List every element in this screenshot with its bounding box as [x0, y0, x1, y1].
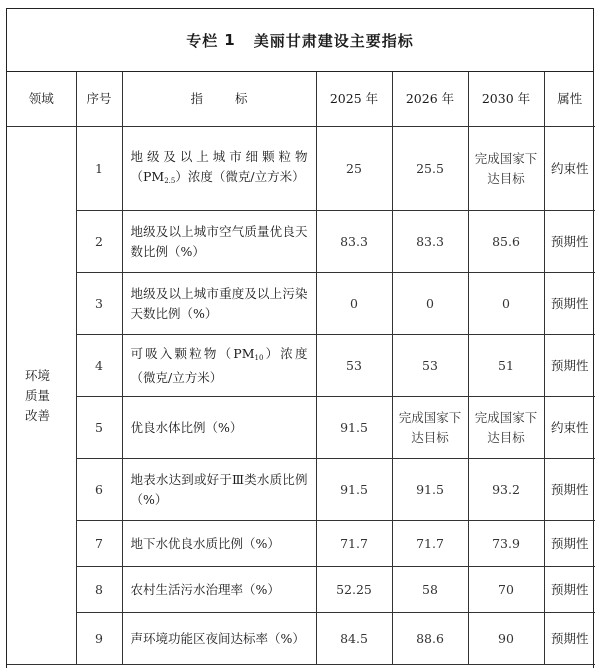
- indicator-name-suffix: ）浓度（微克/立方米）: [175, 168, 305, 184]
- domain-cell: [7, 127, 76, 665]
- attribute-cell: 约束性: [544, 397, 595, 459]
- indicator-name-text: 地级及以上城市细颗粒物（PM: [130, 148, 308, 184]
- indicator-name: [122, 335, 316, 397]
- value-2026: 88.6: [392, 613, 468, 665]
- row-index: 2: [76, 211, 122, 273]
- row-index: 3: [76, 273, 122, 335]
- domain-label: 环境质量改善: [25, 367, 51, 423]
- attribute-cell: 预期性: [544, 567, 595, 613]
- table-row: [7, 335, 595, 397]
- value-2030: 90: [468, 613, 544, 665]
- value-2030: 完成国家下达目标: [468, 127, 544, 211]
- attribute-cell: 约束性: [544, 127, 595, 211]
- indicator-name-text: 农村生活污水治理率（%）: [130, 581, 280, 597]
- row-index: 5: [76, 397, 122, 459]
- value-2025: 91.5: [316, 459, 392, 521]
- table-row: [7, 273, 595, 335]
- indicator-name: [122, 567, 316, 613]
- header-index: 序号: [76, 72, 122, 127]
- attribute-cell: 预期性: [544, 459, 595, 521]
- indicator-name-text: 地级及以上城市重度及以上污染天数比例（%）: [130, 285, 308, 321]
- attribute-cell: 预期性: [544, 335, 595, 397]
- row-index: 9: [76, 613, 122, 665]
- value-2026: 53: [392, 335, 468, 397]
- indicator-name-subscript: 10: [254, 353, 264, 362]
- header-indicator: 指 标: [122, 72, 316, 127]
- panel-title: [7, 9, 593, 72]
- value-2030: 93.2: [468, 459, 544, 521]
- value-2030: 0: [468, 273, 544, 335]
- attribute-cell: 预期性: [544, 273, 595, 335]
- value-2030: 85.6: [468, 211, 544, 273]
- row-index: 1: [76, 127, 122, 211]
- attribute-cell: 预期性: [544, 613, 595, 665]
- value-2026: 0: [392, 273, 468, 335]
- row-index: 6: [76, 459, 122, 521]
- attribute-cell: 预期性: [544, 211, 595, 273]
- row-index: 8: [76, 567, 122, 613]
- value-2025: 25: [316, 127, 392, 211]
- header-row: [7, 72, 595, 127]
- header-2026: 2026 年: [392, 72, 468, 127]
- table-row: [7, 397, 595, 459]
- value-2026: 83.3: [392, 211, 468, 273]
- title-label: 专栏: [186, 31, 219, 50]
- value-2026: 71.7: [392, 521, 468, 567]
- indicator-name-text: 地表水达到或好于Ⅲ类水质比例（%）: [130, 471, 308, 507]
- indicator-name-subscript: 2.5: [164, 176, 176, 185]
- table-row: [7, 567, 595, 613]
- value-2026: 25.5: [392, 127, 468, 211]
- value-2025: 84.5: [316, 613, 392, 665]
- indicator-name: [122, 521, 316, 567]
- table-row: [7, 521, 595, 567]
- indicator-name: [122, 459, 316, 521]
- value-2025: 71.7: [316, 521, 392, 567]
- table-row: [7, 127, 595, 211]
- value-2025: 91.5: [316, 397, 392, 459]
- title-number: 1: [224, 31, 236, 49]
- value-2030: 70: [468, 567, 544, 613]
- indicator-name: [122, 273, 316, 335]
- table-panel: [6, 8, 594, 668]
- title-text: 美丽甘肃建设主要指标: [253, 31, 414, 50]
- table-row: [7, 613, 595, 665]
- row-index: 4: [76, 335, 122, 397]
- value-2026: 91.5: [392, 459, 468, 521]
- value-2025: 52.25: [316, 567, 392, 613]
- indicator-table: [7, 72, 595, 665]
- value-2025: 83.3: [316, 211, 392, 273]
- table-row: [7, 459, 595, 521]
- indicator-name-suffix: ）浓度（微克/立方米）: [130, 345, 308, 385]
- indicator-name-text: 地下水优良水质比例（%）: [130, 535, 280, 551]
- value-2026: 58: [392, 567, 468, 613]
- indicator-name: [122, 127, 316, 211]
- header-attribute: 属性: [544, 72, 595, 127]
- indicator-name: [122, 211, 316, 273]
- indicator-name: [122, 397, 316, 459]
- value-2030: 73.9: [468, 521, 544, 567]
- value-2026: 完成国家下达目标: [392, 397, 468, 459]
- value-2030: 51: [468, 335, 544, 397]
- indicator-name-text: 优良水体比例（%）: [130, 419, 243, 435]
- indicator-name: [122, 613, 316, 665]
- header-domain: 领域: [7, 72, 76, 127]
- attribute-cell: 预期性: [544, 521, 595, 567]
- value-2030: 完成国家下达目标: [468, 397, 544, 459]
- indicator-name-text: 可吸入颗粒物（PM: [130, 345, 255, 361]
- header-2030: 2030 年: [468, 72, 544, 127]
- indicator-name-text: 地级及以上城市空气质量优良天数比例（%）: [130, 223, 308, 259]
- table-row: [7, 211, 595, 273]
- indicator-name-text: 声环境功能区夜间达标率（%）: [130, 630, 305, 646]
- value-2025: 0: [316, 273, 392, 335]
- value-2025: 53: [316, 335, 392, 397]
- row-index: 7: [76, 521, 122, 567]
- header-2025: 2025 年: [316, 72, 392, 127]
